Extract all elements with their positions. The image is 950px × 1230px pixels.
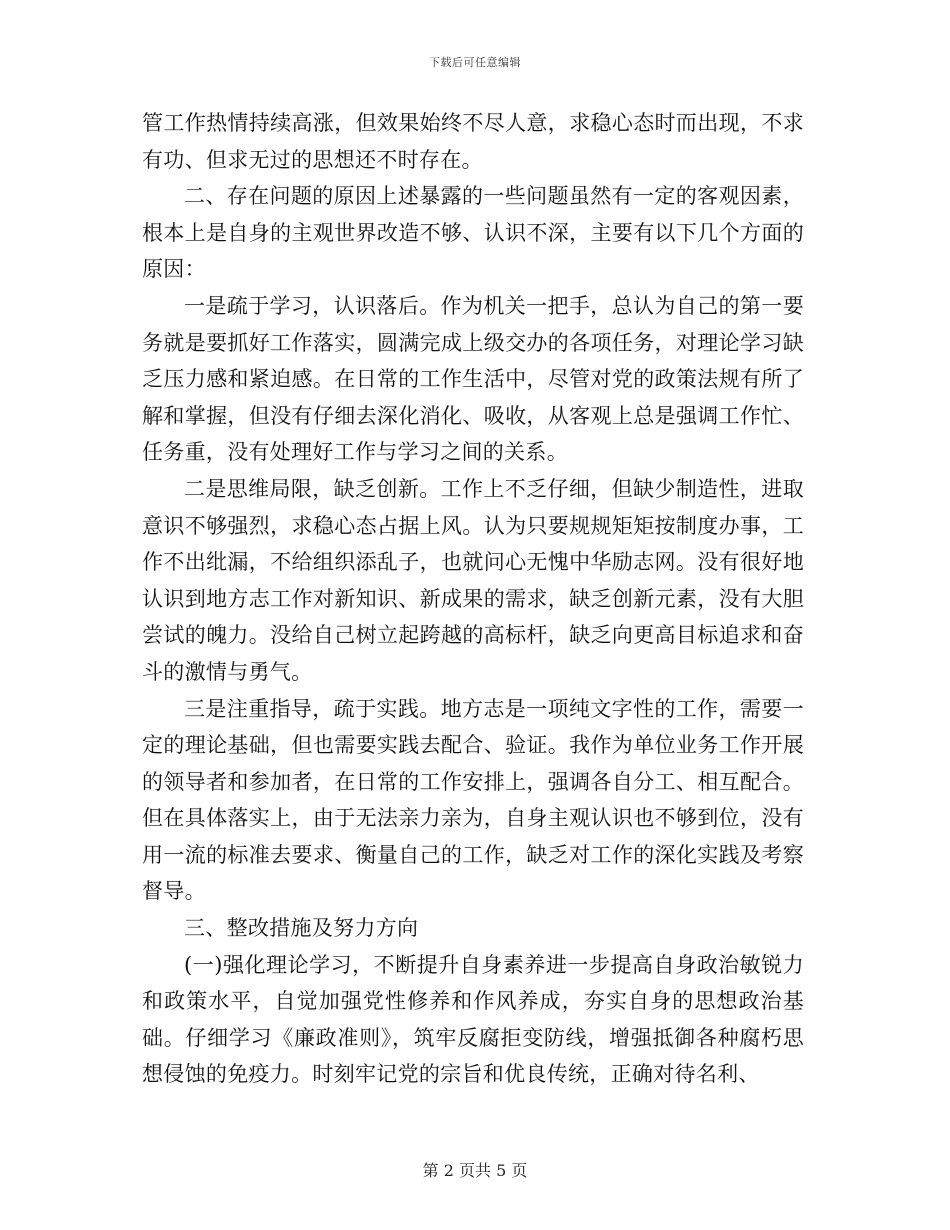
paragraph-continuation: 管工作热情持续高涨，但效果始终不尽人意，求稳心态时而出现，不求有功、但求无过的思想还不时存在。: [142, 111, 804, 172]
paragraph-section-two-heading: 二、存在问题的原因上述暴露的一些问题虽然有一定的客观因素，根本上是自身的主观世界改造不够、认识不深，主要有以下几个方面的原因：: [142, 184, 804, 282]
paragraph-measure-one: (一)强化理论学习，不断提升自身素养进一步提高自身政治敏锐力和政策水平，自觉加强党性修养和作风养成，夯实自身的思想政治基础。仔细学习《廉政准则》，筑牢反腐拒变防线，增强抵御各种腐朽思想侵蚀的免疫力。时刻牢记党的宗旨和优良传统，正确对待名利、: [142, 952, 804, 1087]
section-three-heading: 三、整改措施及努力方向: [184, 916, 419, 941]
page-footer: 第 2 页共 5 页: [422, 1161, 528, 1180]
paragraph-reason-one: 一是疏于学习，认识落后。作为机关一把手，总认为自己的第一要务就是要抓好工作落实，圆满完成上级交办的各项任务，对理论学习缺乏压力感和紧迫感。在日常的工作生活中，尽管对党的政策法规有所了解和掌握，但没有仔细去深化消化、吸收，从客观上总是强调工作忙、任务重，没有处理好工作与学习之间的关系。: [142, 293, 804, 465]
page-header: 下载后可任意编辑: [429, 56, 521, 69]
paragraph-reason-two: 二是思维局限，缺乏创新。工作上不乏仔细，但缺少制造性，进取意识不够强烈，求稳心态占据上风。认为只要规规矩矩按制度办事，工作不出纰漏，不给组织添乱子，也就问心无愧中华励志网。没有很好地认识到地方志工作对新知识、新成果的需求，缺乏创新元素，没有大胆尝试的魄力。没给自己树立起跨越的高标杆，缺乏向更高目标追求和奋斗的激情与勇气。: [142, 476, 804, 684]
document-body: [142, 105, 804, 1093]
paragraph-reason-three: 三是注重指导，疏于实践。地方志是一项纯文字性的工作，需要一定的理论基础，但也需要实践去配合、验证。我作为单位业务工作开展的领导者和参加者，在日常的工作安排上，强调各自分工、相互配合。但在具体落实上，由于无法亲力亲为，自身主观认识也不够到位，没有用一流的标准去要求、衡量自己的工作，缺乏对工作的深化实践及考察督导。: [142, 696, 804, 904]
